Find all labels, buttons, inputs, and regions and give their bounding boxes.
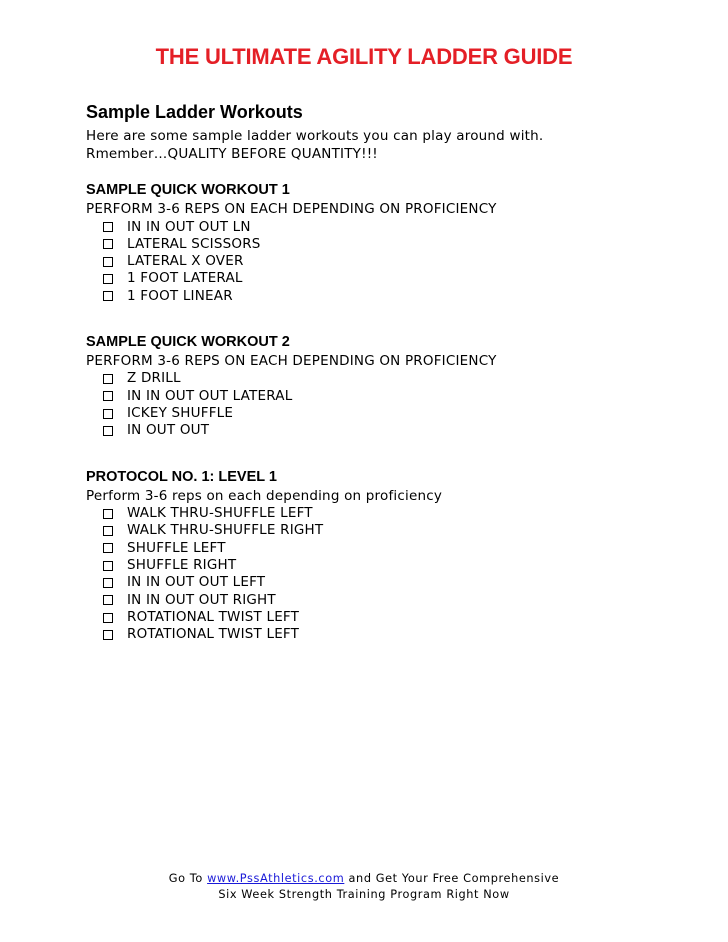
exercise-label: LATERAL X OVER xyxy=(127,253,244,270)
intro-text xyxy=(86,127,686,163)
checkbox-icon xyxy=(103,426,113,436)
list-item xyxy=(103,540,686,557)
exercise-label: IN IN OUT OUT LN xyxy=(127,218,251,235)
website-link[interactable]: www.PssAthletics.com xyxy=(207,872,345,885)
list-item xyxy=(103,574,686,591)
list-item xyxy=(103,270,686,287)
checkbox-icon xyxy=(103,222,113,232)
document-title: THE ULTIMATE AGILITY LADDER GUIDE xyxy=(155,44,573,69)
exercise-label: SHUFFLE LEFT xyxy=(127,539,226,556)
exercise-list xyxy=(86,370,686,439)
exercise-label: IN OUT OUT xyxy=(127,422,210,439)
document-body xyxy=(86,101,686,644)
section-quick-workout-2 xyxy=(86,333,686,440)
list-item xyxy=(103,236,686,253)
exercise-list xyxy=(86,219,686,305)
list-item xyxy=(103,219,686,236)
checkbox-icon xyxy=(103,239,113,249)
checkbox-icon xyxy=(103,526,113,536)
list-item xyxy=(103,288,686,305)
exercise-label: 1 FOOT LATERAL xyxy=(127,270,243,287)
checkbox-icon xyxy=(103,561,113,571)
list-item xyxy=(103,388,686,405)
exercise-list xyxy=(86,505,686,643)
exercise-label: ROTATIONAL TWIST LEFT xyxy=(127,608,300,625)
intro-line-1: Here are some sample ladder workouts you can play around with. xyxy=(86,128,544,144)
exercise-label: LATERAL SCISSORS xyxy=(127,235,261,252)
checkbox-icon xyxy=(103,374,113,384)
section-quick-workout-1 xyxy=(86,181,686,305)
checkbox-icon xyxy=(103,543,113,553)
checkbox-icon xyxy=(103,595,113,605)
page-heading: Sample Ladder Workouts xyxy=(86,102,303,122)
section-instruction: Perform 3-6 reps on each depending on proficiency xyxy=(86,487,443,504)
section-title: PROTOCOL NO. 1: LEVEL 1 xyxy=(86,468,277,485)
footer-line-2: Six Week Strength Training Program Right Now xyxy=(218,887,510,901)
list-item xyxy=(103,370,686,387)
checkbox-icon xyxy=(103,391,113,401)
footer-prefix: Go To xyxy=(168,872,208,885)
footer-suffix: and Get Your Free Comprehensive xyxy=(344,872,560,885)
list-item xyxy=(103,626,686,643)
exercise-label: IN IN OUT OUT LEFT xyxy=(127,574,266,591)
intro-line-2: Rmember…QUALITY BEFORE QUANTITY!!! xyxy=(86,146,378,162)
exercise-label: ICKEY SHUFFLE xyxy=(127,405,234,422)
exercise-label: SHUFFLE RIGHT xyxy=(127,557,237,574)
exercise-label: IN IN OUT OUT LATERAL xyxy=(127,387,293,404)
exercise-label: 1 FOOT LINEAR xyxy=(127,287,233,304)
exercise-label: WALK THRU-SHUFFLE LEFT xyxy=(127,505,313,522)
checkbox-icon xyxy=(103,409,113,419)
section-title: SAMPLE QUICK WORKOUT 1 xyxy=(86,182,290,198)
exercise-label: ROTATIONAL TWIST LEFT xyxy=(127,626,300,643)
list-item xyxy=(103,253,686,270)
checkbox-icon xyxy=(103,578,113,588)
list-item xyxy=(103,522,686,539)
list-item xyxy=(103,422,686,439)
list-item xyxy=(103,405,686,422)
footer-line-1 xyxy=(0,871,728,887)
list-item xyxy=(103,592,686,609)
section-instruction: PERFORM 3-6 REPS ON EACH DEPENDING ON PROFICIENCY xyxy=(86,201,497,217)
section-title: SAMPLE QUICK WORKOUT 2 xyxy=(86,333,290,350)
exercise-label: Z DRILL xyxy=(127,370,181,387)
checkbox-icon xyxy=(103,613,113,623)
checkbox-icon xyxy=(103,509,113,519)
exercise-label: IN IN OUT OUT RIGHT xyxy=(127,591,276,608)
list-item xyxy=(103,609,686,626)
list-item xyxy=(103,557,686,574)
checkbox-icon xyxy=(103,274,113,284)
section-instruction: PERFORM 3-6 REPS ON EACH DEPENDING ON PROFICIENCY xyxy=(86,352,497,369)
checkbox-icon xyxy=(103,291,113,301)
list-item xyxy=(103,505,686,522)
section-protocol-1-level-1 xyxy=(86,468,686,644)
checkbox-icon xyxy=(103,257,113,267)
checkbox-icon xyxy=(103,630,113,640)
page-footer xyxy=(0,871,728,902)
exercise-label: WALK THRU-SHUFFLE RIGHT xyxy=(127,522,324,539)
